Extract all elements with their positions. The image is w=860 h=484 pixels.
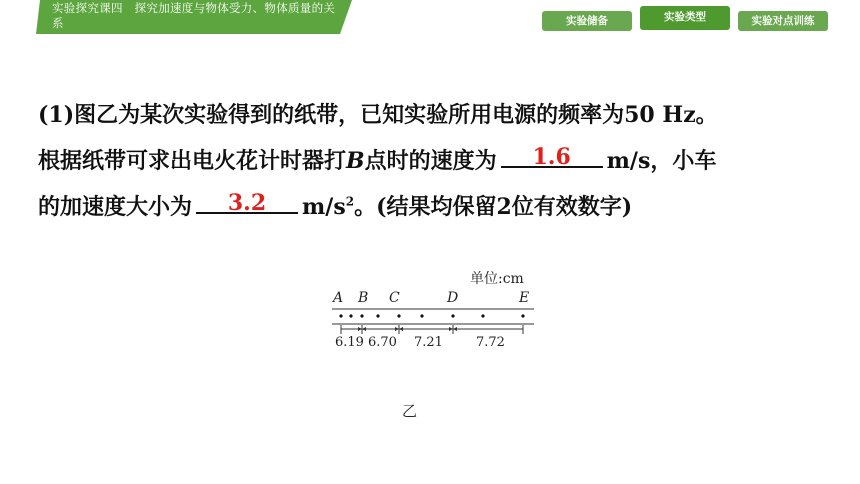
acceleration-unit: m/s: [302, 194, 346, 220]
point-b-variable: B: [346, 148, 365, 174]
question-text: [38, 92, 838, 230]
answer-blank-velocity: [501, 144, 603, 168]
line3-text-after: 。(结果均保留2位有效数字): [354, 194, 633, 220]
question-line-1: (1)图乙为某次实验得到的纸带，已知实验所用电源的频率为50 Hz。: [38, 102, 718, 128]
question-line-2: [38, 138, 838, 184]
point-label-b: B: [358, 290, 369, 306]
lesson-title: 实验探究课四 探究加速度与物体受力、物体质量的关系: [52, 1, 336, 30]
figure-caption: 乙: [402, 402, 418, 420]
tab-experiment-prep[interactable]: 实验储备: [542, 11, 632, 31]
point-label-e: E: [519, 290, 530, 306]
line3-text: 的加速度大小为: [38, 194, 193, 220]
paper-tape-figure: [326, 262, 546, 362]
point-label-a: A: [333, 290, 344, 306]
unit-label: 单位:cm: [470, 271, 524, 287]
distance-label-ab: 6.19: [335, 335, 364, 350]
distance-label-bc: 6.70: [368, 335, 397, 350]
line2-text: 根据纸带可求出电火花计时器打: [38, 148, 347, 174]
line2-text-after: 点时的速度为: [364, 148, 497, 174]
point-label-c: C: [389, 290, 400, 306]
velocity-unit: m/s，小车: [606, 148, 717, 174]
point-label-d: D: [447, 290, 459, 306]
distance-label-de: 7.72: [476, 335, 505, 350]
question-line-3: [38, 184, 838, 230]
tab-experiment-drill[interactable]: 实验对点训练: [738, 11, 828, 31]
answer-acceleration: 3.2: [227, 190, 267, 216]
answer-blank-acceleration: [196, 190, 298, 214]
tab-experiment-types[interactable]: 实验类型: [640, 6, 730, 30]
answer-velocity: 1.6: [532, 144, 571, 170]
header-banner: [0, 0, 860, 34]
distance-label-cd: 7.21: [414, 335, 443, 350]
unit-exponent: 2: [345, 194, 355, 209]
